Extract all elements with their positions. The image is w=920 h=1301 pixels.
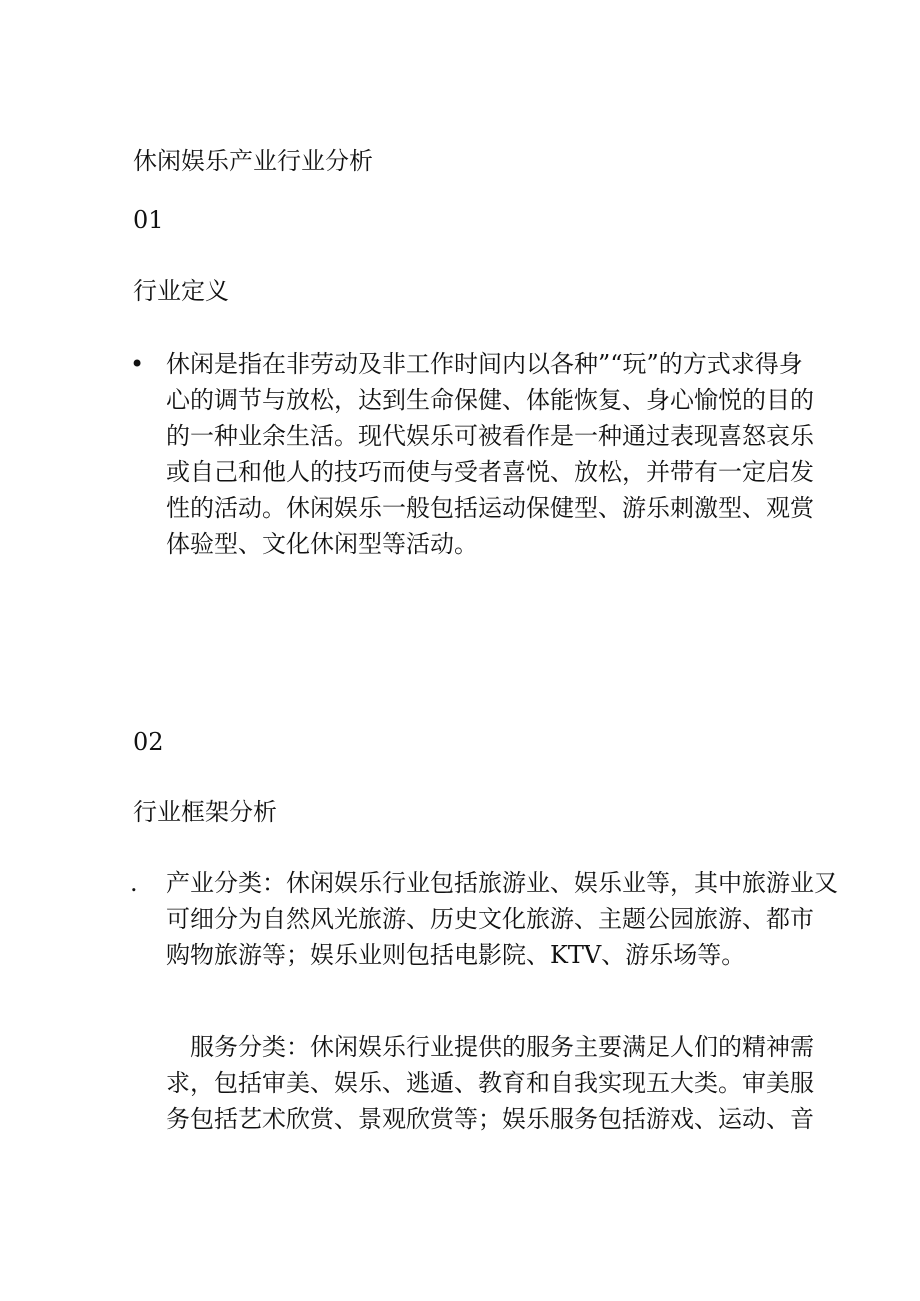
definition-paragraph: [166, 346, 814, 562]
paragraph-line: 或自己和他人的技巧而使与受者喜悦、放松，并带有一定启发: [166, 458, 814, 486]
document-title: 休闲娱乐产业行业分析: [133, 147, 373, 175]
service-classification-paragraph: [166, 1029, 814, 1137]
industry-classification-paragraph: [166, 865, 838, 973]
paragraph-line: 求，包括审美、娱乐、逃遁、教育和自我实现五大类。审美服: [166, 1069, 814, 1097]
section-number-02: 02: [133, 728, 164, 756]
paragraph-line: 性的活动。休闲娱乐一般包括运动保健型、游乐刺激型、观赏: [166, 494, 814, 522]
bullet-marker: .: [130, 869, 138, 897]
paragraph-line: 产业分类：休闲娱乐行业包括旅游业、娱乐业等，其中旅游业又: [166, 869, 838, 897]
paragraph-line: 心的调节与放松，达到生命保健、体能恢复、身心愉悦的目的: [166, 386, 814, 414]
paragraph-line: 购物旅游等；娱乐业则包括电影院、KTV、游乐场等。: [166, 941, 746, 969]
section-number-01: 01: [133, 206, 164, 234]
paragraph-line: 可细分为自然风光旅游、历史文化旅游、主题公园旅游、都市: [166, 905, 814, 933]
paragraph-line: 服务分类：休闲娱乐行业提供的服务主要满足人们的精神需: [190, 1033, 814, 1061]
paragraph-line: 的一种业余生活。现代娱乐可被看作是一种通过表现喜怒哀乐: [166, 422, 814, 450]
section-heading-definition: 行业定义: [133, 277, 229, 305]
bullet-marker: •: [130, 350, 145, 378]
paragraph-line: 务包括艺术欣赏、景观欣赏等；娱乐服务包括游戏、运动、音: [166, 1105, 814, 1133]
paragraph-line: 体验型、文化休闲型等活动。: [166, 530, 478, 558]
section-heading-framework: 行业框架分析: [133, 798, 277, 826]
paragraph-line: 休闲是指在非劳动及非工作时间内以各种”“玩”的方式求得身: [166, 350, 803, 378]
